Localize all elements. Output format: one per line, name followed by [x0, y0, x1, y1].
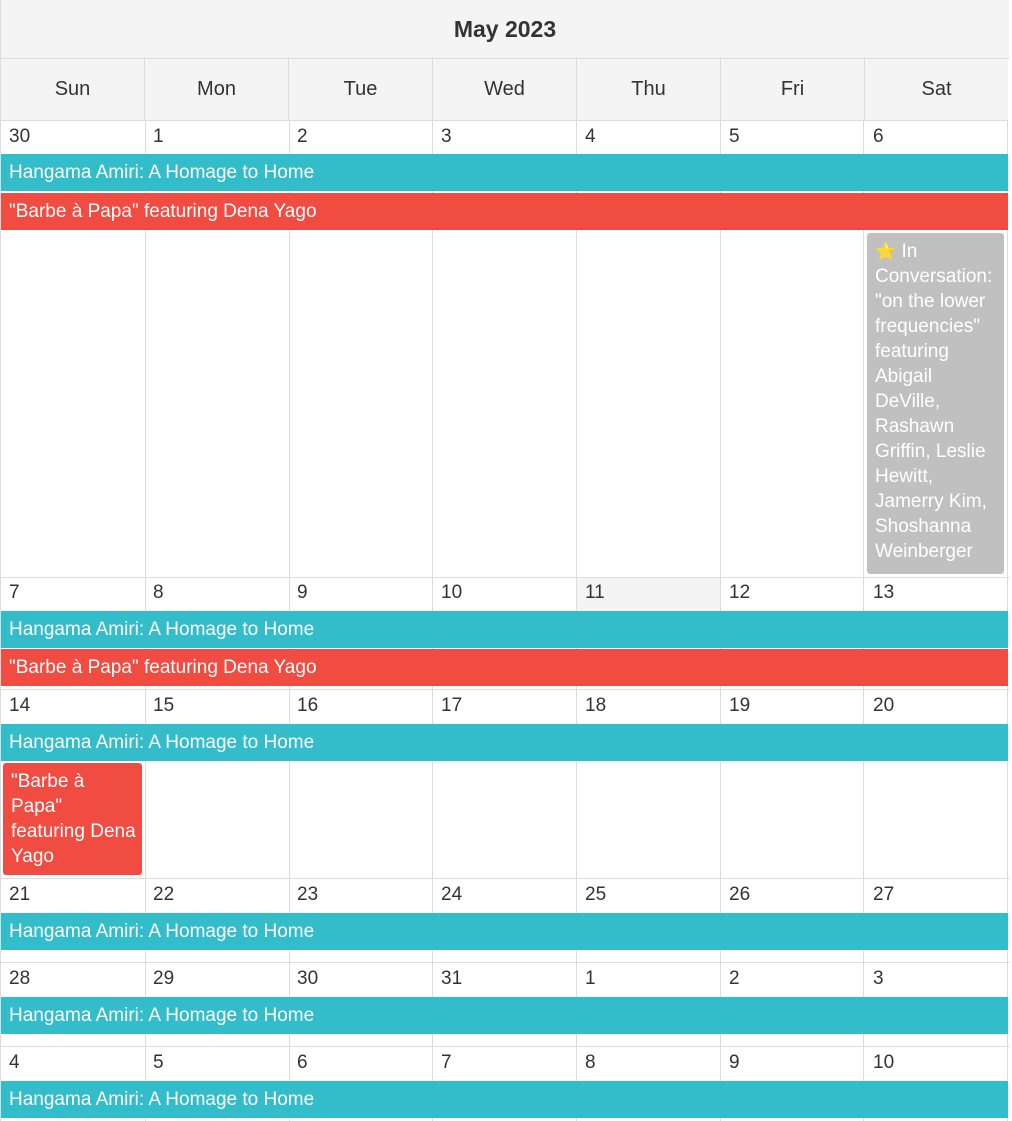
- today-day-number[interactable]: 11: [577, 578, 720, 611]
- day-number[interactable]: 8: [153, 582, 164, 603]
- month-title: May 2023: [1, 0, 1009, 59]
- weekday-sat: Sat: [865, 59, 1008, 121]
- day-number[interactable]: 16: [297, 695, 319, 716]
- day-number[interactable]: 5: [729, 126, 740, 147]
- event-homage[interactable]: Hangama Amiri: A Homage to Home: [1, 154, 1008, 191]
- event-barbe-a-papa[interactable]: "Barbe à Papa" featuring Dena Yago: [3, 763, 142, 875]
- day-number[interactable]: 2: [729, 968, 740, 989]
- day-number[interactable]: 9: [297, 582, 308, 603]
- day-number[interactable]: 10: [441, 582, 463, 603]
- day-number[interactable]: 8: [585, 1052, 596, 1073]
- day-number[interactable]: 14: [9, 695, 31, 716]
- day-number[interactable]: 4: [585, 126, 596, 147]
- week-divider: [1, 962, 1009, 963]
- day-number[interactable]: 21: [9, 884, 31, 905]
- day-number[interactable]: 28: [9, 968, 31, 989]
- weekday-tue: Tue: [289, 59, 433, 121]
- event-homage[interactable]: Hangama Amiri: A Homage to Home: [1, 1081, 1008, 1118]
- star-icon: ⭐: [875, 242, 897, 261]
- day-number[interactable]: 7: [9, 582, 20, 603]
- event-barbe-a-papa[interactable]: "Barbe à Papa" featuring Dena Yago: [1, 649, 1008, 686]
- day-number[interactable]: 3: [441, 126, 452, 147]
- event-homage[interactable]: Hangama Amiri: A Homage to Home: [1, 724, 1008, 761]
- day-number[interactable]: 29: [153, 968, 175, 989]
- day-number[interactable]: 1: [585, 968, 596, 989]
- event-in-conversation-label: In Conversation: "on the lower frequencies" featuring Abigail DeVille, Rashawn Griffin, Leslie Hewitt, Jamerry Kim, Shoshanna Weinberger: [875, 241, 993, 562]
- day-number[interactable]: 27: [873, 884, 895, 905]
- day-number[interactable]: 31: [441, 968, 463, 989]
- day-number[interactable]: 6: [297, 1052, 308, 1073]
- day-number[interactable]: 30: [9, 126, 31, 147]
- week-divider: [1, 878, 1009, 879]
- day-number[interactable]: 22: [153, 884, 175, 905]
- day-number[interactable]: 9: [729, 1052, 740, 1073]
- event-homage[interactable]: Hangama Amiri: A Homage to Home: [1, 997, 1008, 1034]
- day-number[interactable]: 23: [297, 884, 319, 905]
- day-number[interactable]: 18: [585, 695, 607, 716]
- week-divider: [1, 577, 1009, 578]
- week-divider: [1, 1046, 1009, 1047]
- day-number[interactable]: 17: [441, 695, 463, 716]
- day-number[interactable]: 6: [873, 126, 884, 147]
- day-number[interactable]: 1: [153, 126, 164, 147]
- day-number[interactable]: 30: [297, 968, 319, 989]
- day-number[interactable]: 12: [729, 582, 751, 603]
- day-number[interactable]: 13: [873, 582, 895, 603]
- day-number[interactable]: 25: [585, 884, 607, 905]
- weekday-fri: Fri: [721, 59, 865, 121]
- event-homage[interactable]: Hangama Amiri: A Homage to Home: [1, 611, 1008, 648]
- weekday-sun: Sun: [1, 59, 145, 121]
- day-number[interactable]: 4: [9, 1052, 20, 1073]
- event-in-conversation[interactable]: [867, 233, 1004, 574]
- day-number[interactable]: 15: [153, 695, 175, 716]
- event-barbe-a-papa[interactable]: "Barbe à Papa" featuring Dena Yago: [1, 193, 1008, 230]
- day-number[interactable]: 26: [729, 884, 751, 905]
- day-number[interactable]: 3: [873, 968, 884, 989]
- day-number[interactable]: 5: [153, 1052, 164, 1073]
- weekday-wed: Wed: [433, 59, 577, 121]
- day-number[interactable]: 10: [873, 1052, 895, 1073]
- day-number[interactable]: 19: [729, 695, 751, 716]
- weekday-mon: Mon: [145, 59, 289, 121]
- weekday-thu: Thu: [577, 59, 721, 121]
- day-number[interactable]: 20: [873, 695, 895, 716]
- day-number[interactable]: 7: [441, 1052, 452, 1073]
- day-number[interactable]: 2: [297, 126, 308, 147]
- week-divider: [1, 689, 1009, 690]
- event-homage[interactable]: Hangama Amiri: A Homage to Home: [1, 913, 1008, 950]
- day-number[interactable]: 24: [441, 884, 463, 905]
